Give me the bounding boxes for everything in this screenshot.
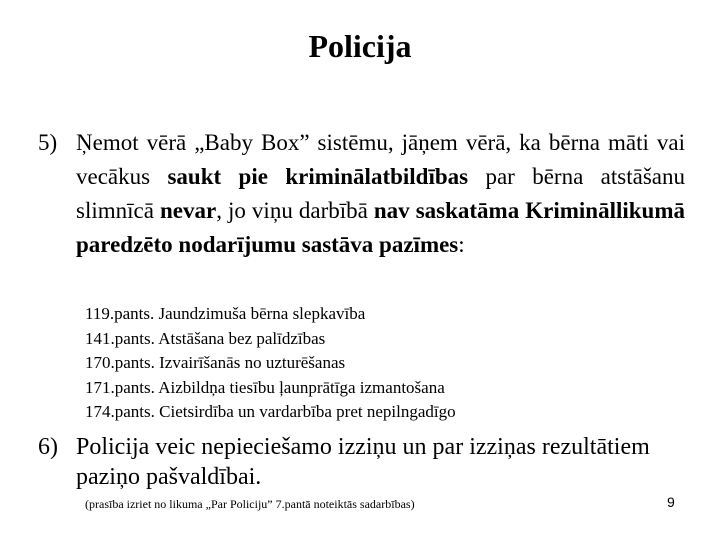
slide-title: Policija	[308, 28, 412, 64]
item-number: 5)	[38, 130, 58, 155]
law-article: 119.pants. Jaundzimuša bērna slepkavība	[85, 304, 366, 323]
list-item-5	[38, 126, 685, 262]
item-number: 6)	[38, 434, 58, 460]
page-number: 9	[667, 494, 675, 510]
list-item-6	[38, 432, 685, 492]
footnote: (prasība izriet no likuma „Par Policiju” 7.pantā noteiktās sadarbības)	[85, 497, 415, 511]
item-6-text: Policija veic nepieciešamo izziņu un par izziņas rezultātiem paziņo pašvaldībai.	[76, 434, 650, 490]
law-article: 174.pants. Cietsirdība un vardarbība pret nepilngadīgo	[85, 402, 456, 421]
law-article: 170.pants. Izvairīšanās no uzturēšanas	[85, 353, 346, 372]
law-article: 171.pants. Aizbildņa tiesību ļaunprātīga izmantošana	[85, 377, 445, 397]
law-article: 141.pants. Atstāšana bez palīdzības	[85, 328, 326, 348]
text-segment: par bērna atstāšanu slimnīcā	[76, 164, 685, 223]
item-5-text	[76, 126, 685, 262]
text-segment-bold: saukt pie kriminālatbildības	[167, 164, 469, 189]
law-articles-list	[85, 302, 456, 425]
text-segment: :	[458, 232, 465, 257]
text-segment: , jo viņu darbībā	[216, 198, 374, 223]
text-segment: Ņemot vērā „Baby Box” sistēmu, jāņem vērā, ka bērna māti vai vecākus	[76, 130, 685, 189]
text-segment-bold: nav saskatāma Krimināllikumā paredzēto nodarījumu sastāva pazīmes	[76, 198, 686, 257]
text-segment-bold: nevar	[159, 198, 217, 223]
